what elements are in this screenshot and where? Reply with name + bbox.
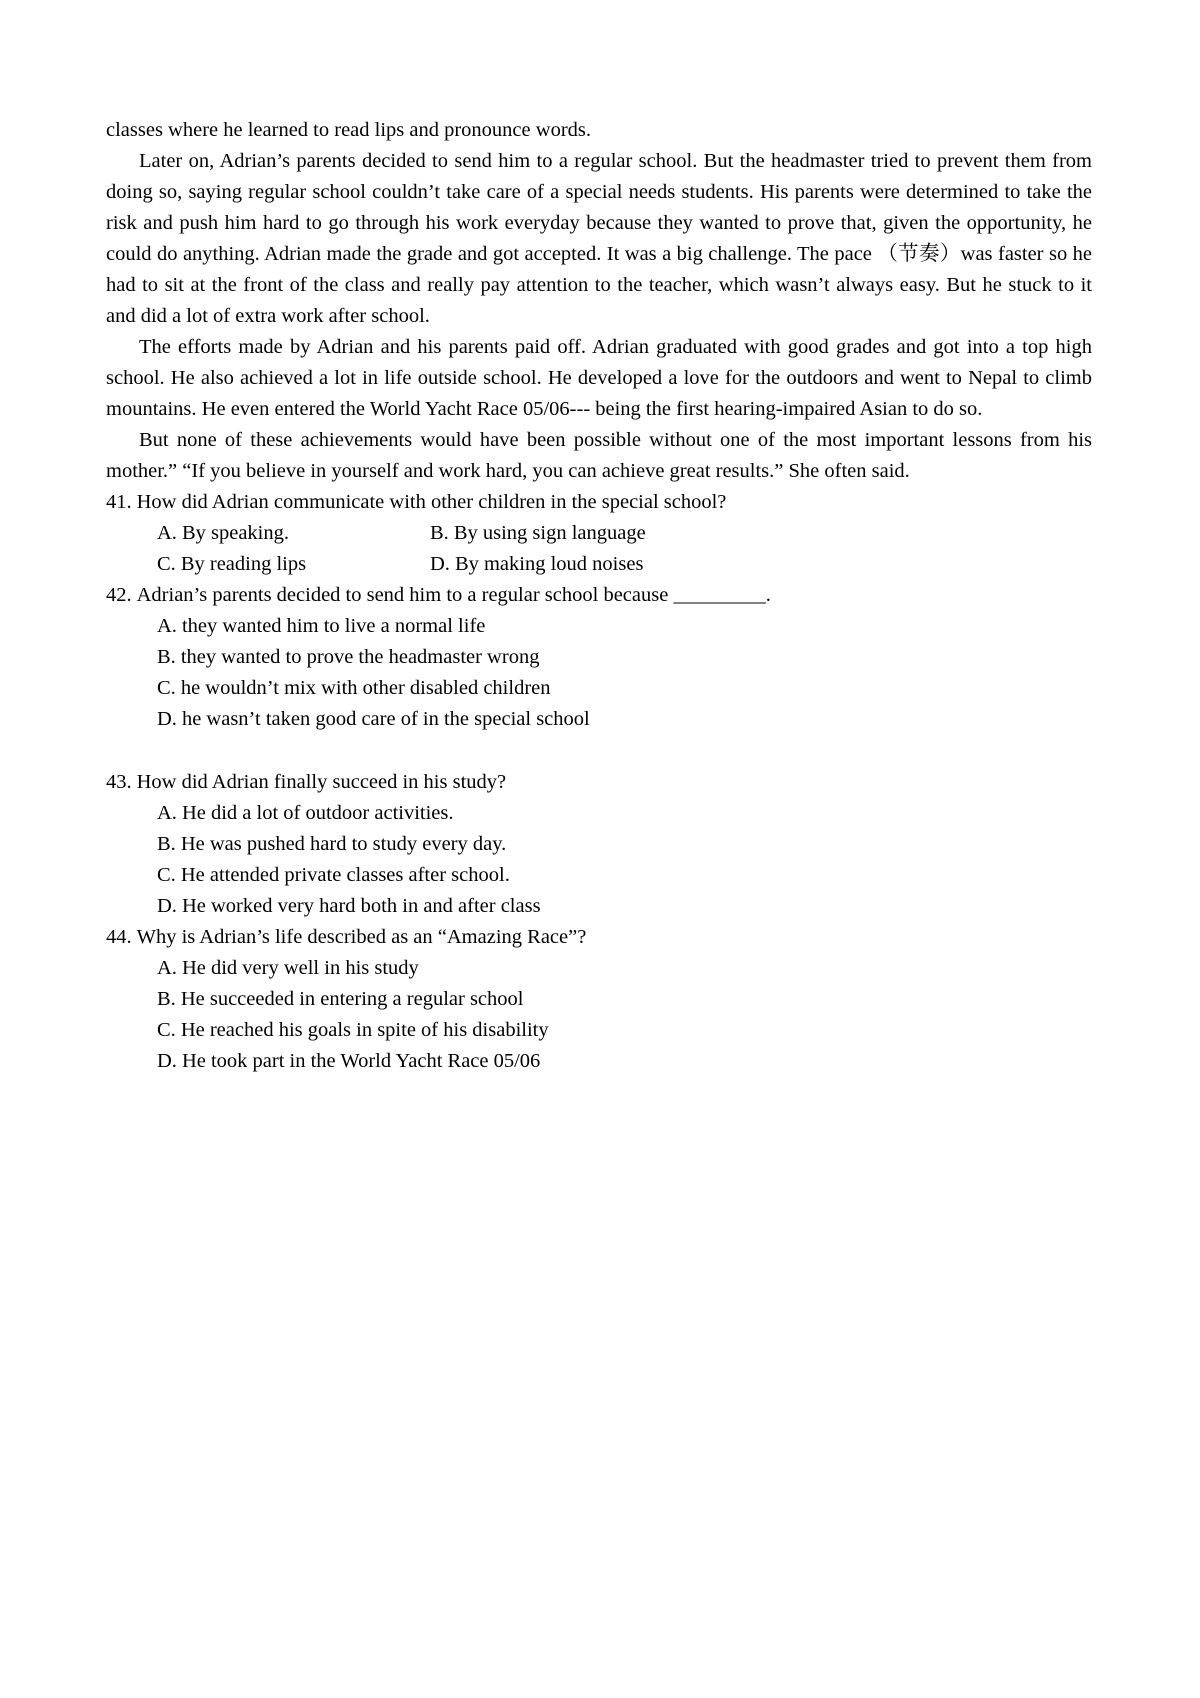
option-label: A. bbox=[157, 615, 177, 637]
question-number: 44. bbox=[106, 926, 132, 948]
option-text: He did very well in his study bbox=[181, 957, 419, 979]
option-text: He reached his goals in spite of his disability bbox=[180, 1019, 549, 1041]
option-text: they wanted him to live a normal life bbox=[181, 615, 486, 637]
option-42-B bbox=[157, 642, 1092, 673]
option-text: He attended private classes after school. bbox=[180, 864, 510, 886]
reading-passage bbox=[106, 115, 1092, 487]
option-41-A bbox=[157, 518, 430, 549]
passage-paragraph: Later on, Adrian’s parents decided to send him to a regular school. But the headmaster tried to prevent them from doing so, saying regular school couldn’t take care of a special needs students. His parents were determined to take the risk and push him hard to go through his work everyday because they wanted to prove that, given the opportunity, he could do anything. Adrian made the grade and got accepted. It was a big challenge. The pace （节奏）was faster so he had to sit at the front of the class and really pay attention to the teacher, which wasn’t always easy. But he stuck to it and did a lot of extra work after school. bbox=[106, 150, 1092, 327]
question-42 bbox=[106, 580, 1092, 735]
question-options bbox=[106, 518, 1092, 580]
question-stem bbox=[106, 922, 1092, 953]
option-label: D. bbox=[157, 708, 177, 730]
option-text: He took part in the World Yacht Race 05/06 bbox=[181, 1050, 541, 1072]
question-number: 42. bbox=[106, 584, 132, 606]
option-label: D. bbox=[157, 895, 177, 917]
option-label: B. bbox=[157, 646, 176, 668]
question-text: How did Adrian communicate with other children in the special school? bbox=[136, 491, 727, 513]
question-text: Why is Adrian’s life described as an “Amazing Race”? bbox=[136, 926, 587, 948]
question-stem bbox=[106, 580, 1092, 611]
option-row bbox=[157, 549, 1092, 580]
option-43-C bbox=[157, 860, 1092, 891]
question-options bbox=[106, 953, 1092, 1077]
option-43-B bbox=[157, 829, 1092, 860]
option-text: By making loud noises bbox=[454, 553, 644, 575]
option-text: He worked very hard both in and after class bbox=[181, 895, 541, 917]
option-41-C bbox=[157, 549, 430, 580]
question-options bbox=[106, 611, 1092, 735]
option-text: By using sign language bbox=[453, 522, 646, 544]
question-stem bbox=[106, 487, 1092, 518]
option-44-A bbox=[157, 953, 1092, 984]
option-label: C. bbox=[157, 553, 176, 575]
option-41-D bbox=[430, 549, 643, 580]
question-number: 43. bbox=[106, 771, 132, 793]
option-42-D bbox=[157, 704, 1092, 735]
option-text: He did a lot of outdoor activities. bbox=[181, 802, 454, 824]
option-label: B. bbox=[157, 833, 176, 855]
question-text: Adrian’s parents decided to send him to a regular school because _________. bbox=[136, 584, 771, 606]
option-text: they wanted to prove the headmaster wrong bbox=[180, 646, 540, 668]
option-44-B bbox=[157, 984, 1092, 1015]
option-label: A. bbox=[157, 957, 177, 979]
option-label: C. bbox=[157, 677, 176, 699]
option-text: he wasn’t taken good care of in the special school bbox=[181, 708, 590, 730]
option-label: B. bbox=[430, 522, 449, 544]
passage-paragraph: But none of these achievements would have been possible without one of the most important lessons from his mother.” “If you believe in yourself and work hard, you can achieve great results.” She often said. bbox=[106, 429, 1092, 482]
option-text: he wouldn’t mix with other disabled children bbox=[180, 677, 551, 699]
question-44 bbox=[106, 922, 1092, 1077]
option-label: D. bbox=[430, 553, 450, 575]
question-options bbox=[106, 798, 1092, 922]
option-text: He succeeded in entering a regular school bbox=[180, 988, 524, 1010]
option-42-C bbox=[157, 673, 1092, 704]
option-44-D bbox=[157, 1046, 1092, 1077]
option-42-A bbox=[157, 611, 1092, 642]
question-number: 41. bbox=[106, 491, 132, 513]
option-44-C bbox=[157, 1015, 1092, 1046]
option-43-D bbox=[157, 891, 1092, 922]
option-row bbox=[157, 518, 1092, 549]
question-41 bbox=[106, 487, 1092, 580]
option-43-A bbox=[157, 798, 1092, 829]
question-stem bbox=[106, 767, 1092, 798]
question-text: How did Adrian finally succeed in his study? bbox=[136, 771, 507, 793]
option-label: C. bbox=[157, 864, 176, 886]
option-label: C. bbox=[157, 1019, 176, 1041]
passage-paragraph-continuation: classes where he learned to read lips and pronounce words. bbox=[106, 119, 591, 141]
option-text: By reading lips bbox=[180, 553, 307, 575]
option-label: B. bbox=[157, 988, 176, 1010]
option-text: He was pushed hard to study every day. bbox=[180, 833, 507, 855]
option-41-B bbox=[430, 518, 646, 549]
option-label: D. bbox=[157, 1050, 177, 1072]
question-43 bbox=[106, 767, 1092, 922]
option-text: By speaking. bbox=[181, 522, 289, 544]
option-label: A. bbox=[157, 522, 177, 544]
option-label: A. bbox=[157, 802, 177, 824]
passage-paragraph: The efforts made by Adrian and his parents paid off. Adrian graduated with good grades and got into a top high school. He also achieved a lot in life outside school. He developed a love for the outdoors and went to Nepal to climb mountains. He even entered the World Yacht Race 05/06--- being the first hearing-impaired Asian to do so. bbox=[106, 336, 1092, 420]
page-content bbox=[106, 115, 1092, 1077]
